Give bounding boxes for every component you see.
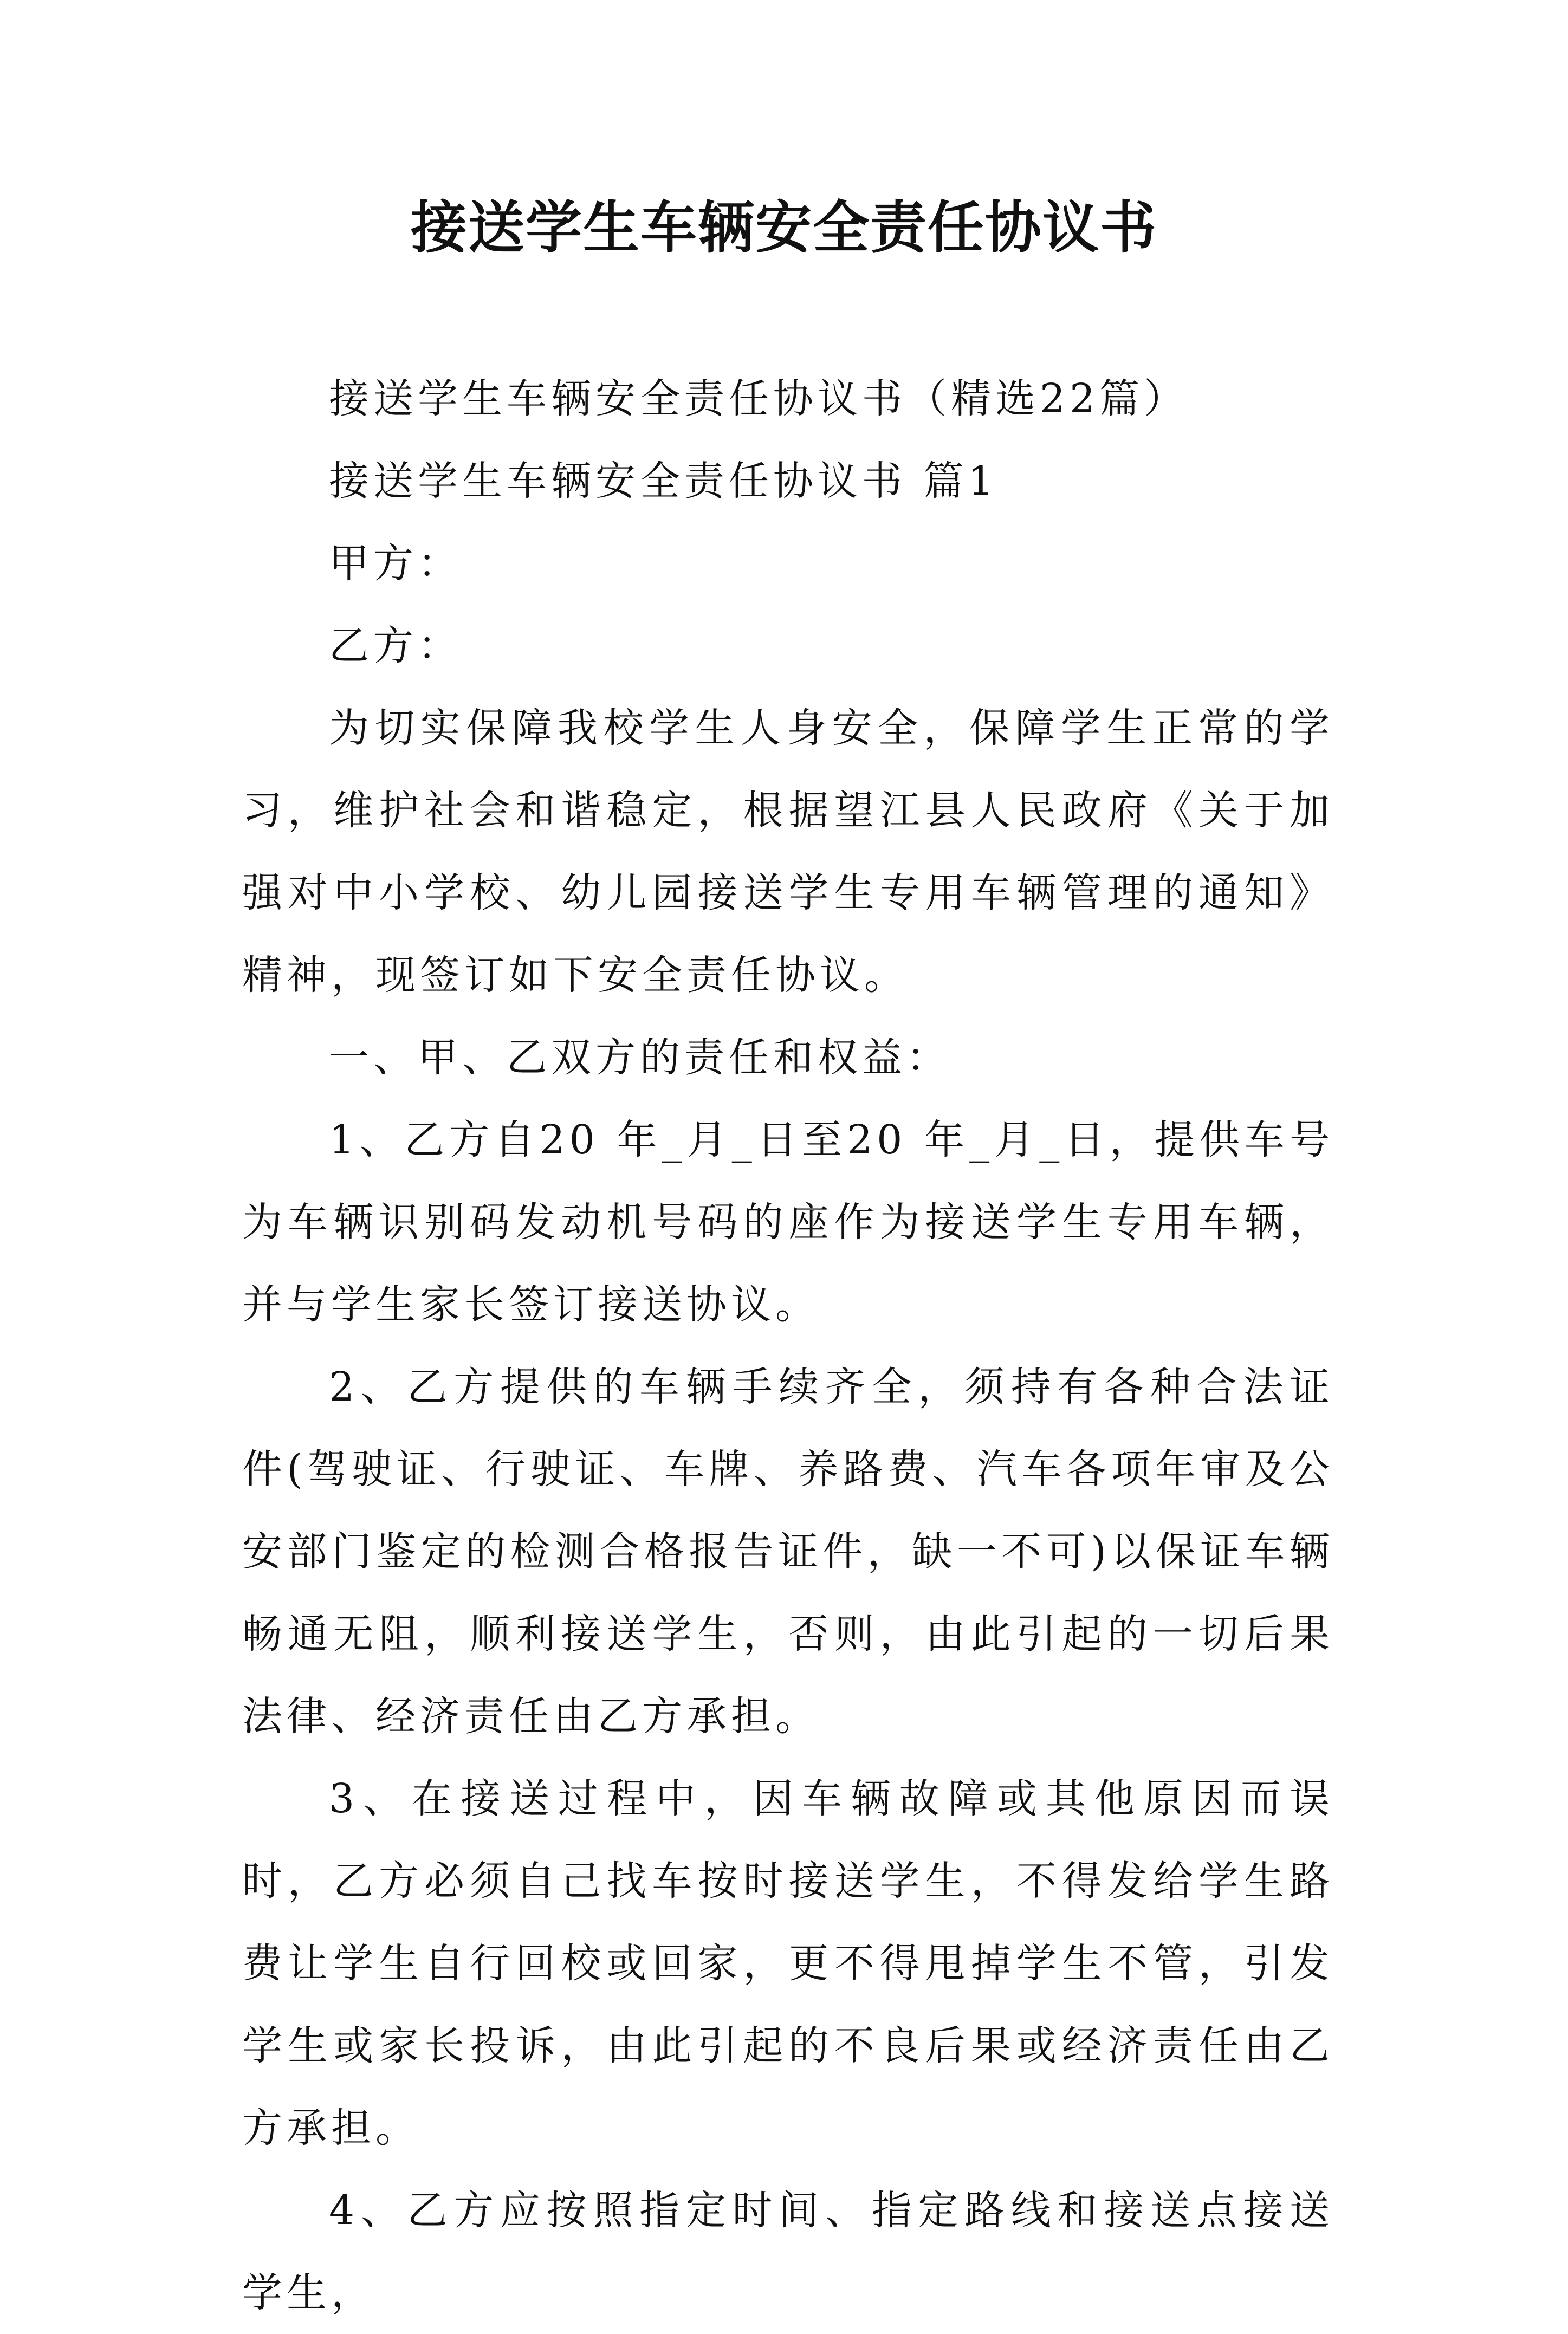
paragraph-clause-2: 2、乙方提供的车辆手续齐全，须持有各种合法证件(驾驶证、行驶证、车牌、养路费、汽车各项年审及公安部门鉴定的检测合格报告证件，缺一不可)以保证车辆畅通无阻，顺利接送学生，否则，由此引起的一切后果法律、经济责任由乙方承担。 [242, 1364, 1334, 1740]
paragraph-clause-4: 4、乙方应按照指定时间、指定路线和接送点接送学生， [242, 2187, 1334, 2316]
document-body [242, 358, 1334, 2334]
paragraph-preamble: 为切实保障我校学生人身安全，保障学生正常的学习，维护社会和谐稳定，根据望江县人民政府《关于加强对中小学校、幼儿园接送学生专用车辆管理的通知》精神，现签订如下安全责任协议。 [242, 705, 1334, 999]
document-title: 接送学生车辆安全责任协议书 [410, 194, 1157, 261]
paragraph-responsibilities-heading: 一、甲、乙双方的责任和权益： [329, 1034, 951, 1081]
paragraph-clause-3: 3、在接送过程中，因车辆故障或其他原因而误时，乙方必须自己找车按时接送学生，不得发给学生路费让学生自行回校或回家，更不得甩掉学生不管，引发学生或家长投诉，由此引起的不良后果或经济责任由乙方承担。 [242, 1775, 1334, 2151]
paragraph-party-b: 乙方： [329, 623, 462, 669]
paragraph-subtitle: 接送学生车辆安全责任协议书（精选22篇） [329, 375, 1189, 422]
paragraph-clause-1: 1、乙方自20 年_月_日至20 年_月_日，提供车号为车辆识别码发动机号码的座作为接送学生专用车辆，并与学生家长签订接送协议。 [242, 1117, 1334, 1328]
paragraph-party-a: 甲方： [329, 540, 462, 587]
paragraph-section-heading: 接送学生车辆安全责任协议书 篇1 [329, 458, 998, 504]
